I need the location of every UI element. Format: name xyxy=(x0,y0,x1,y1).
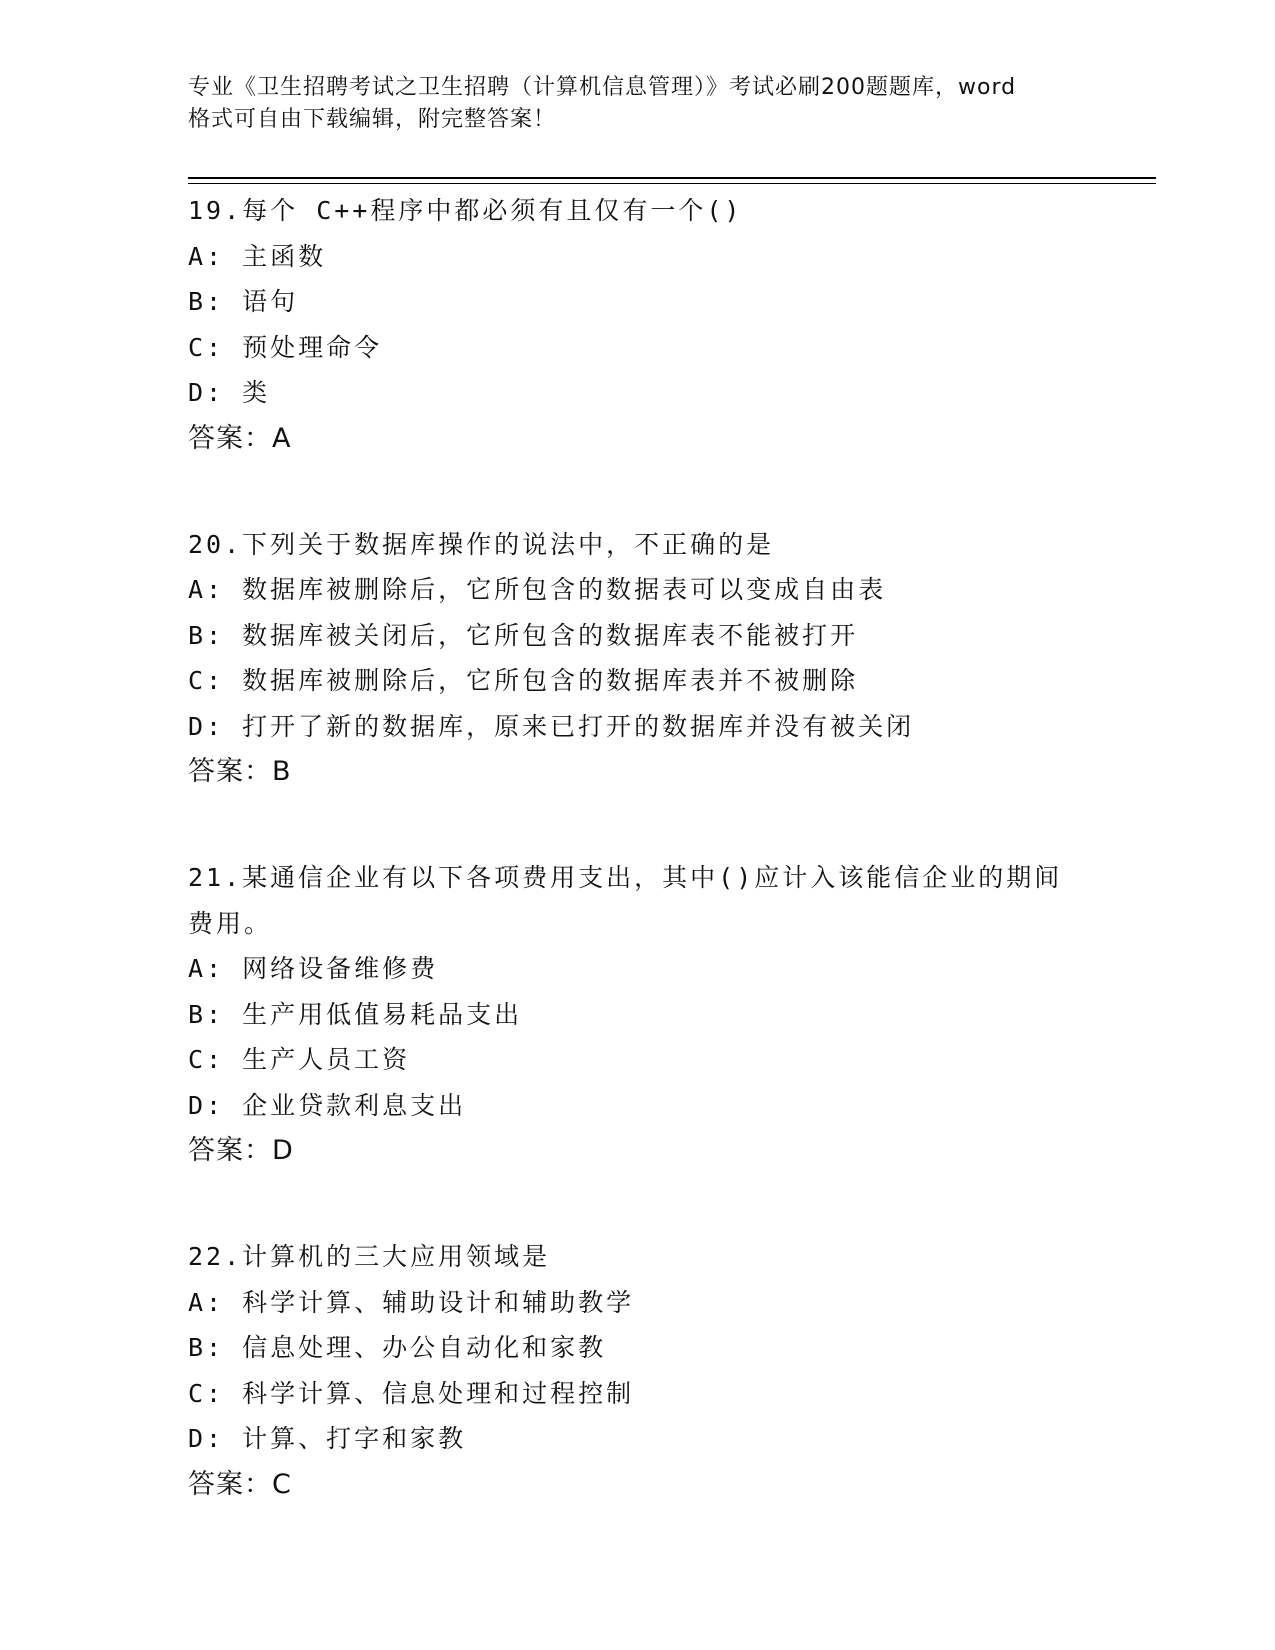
option-d: D: 计算、打字和家教 xyxy=(188,1424,467,1453)
question-list xyxy=(188,188,1088,1560)
option-d: D: 企业贷款利息支出 xyxy=(188,1090,467,1120)
option-a: A: 科学计算、辅助设计和辅助教学 xyxy=(188,1287,635,1317)
option-c: C: 科学计算、信息处理和过程控制 xyxy=(188,1378,635,1408)
answer-line: 答案：B xyxy=(188,756,292,787)
option-a: A: 网络设备维修费 xyxy=(188,954,439,983)
document-header xyxy=(188,72,1088,136)
answer-line: 答案：D xyxy=(188,1135,294,1166)
answer-line: 答案：A xyxy=(188,422,292,454)
question-stem: 21.某通信企业有以下各项费用支出，其中()应计入该能信企业的期间费用。 xyxy=(188,863,1063,938)
header-line-2: 格式可自由下载编辑，附完整答案！ xyxy=(188,107,557,132)
option-a: A: 数据库被删除后，它所包含的数据表可以变成自由表 xyxy=(188,575,887,604)
question-stem: 22.计算机的三大应用领域是 xyxy=(188,1242,551,1271)
question-22 xyxy=(188,1226,1088,1507)
header-line-1: 专业《卫生招聘考试之卫生招聘（计算机信息管理）》考试必刷200题题库，word xyxy=(188,75,1017,100)
option-d: D: 类 xyxy=(188,378,271,407)
option-a: A: 主函数 xyxy=(188,241,327,271)
question-stem: 20.下列关于数据库操作的说法中，不正确的是 xyxy=(188,529,775,559)
option-b: B: 数据库被关闭后，它所包含的数据库表不能被打开 xyxy=(188,620,859,650)
option-b: B: 语句 xyxy=(188,287,299,316)
header-divider-thin xyxy=(188,183,1156,184)
answer-line: 答案：C xyxy=(188,1468,292,1500)
question-19 xyxy=(188,188,1088,461)
option-d: D: 打开了新的数据库，原来已打开的数据库并没有被关闭 xyxy=(188,711,915,741)
option-c: C: 数据库被删除后，它所包含的数据库表并不被删除 xyxy=(188,666,859,695)
header-divider-thick xyxy=(188,177,1156,179)
question-21 xyxy=(188,847,1088,1173)
option-c: C: 生产人员工资 xyxy=(188,1045,411,1074)
option-c: C: 预处理命令 xyxy=(188,332,383,362)
question-20 xyxy=(188,514,1088,795)
option-b: B: 生产用低值易耗品支出 xyxy=(188,999,523,1029)
option-b: B: 信息处理、办公自动化和家教 xyxy=(188,1333,607,1362)
question-stem: 19.每个 C++程序中都必须有且仅有一个() xyxy=(188,196,743,225)
